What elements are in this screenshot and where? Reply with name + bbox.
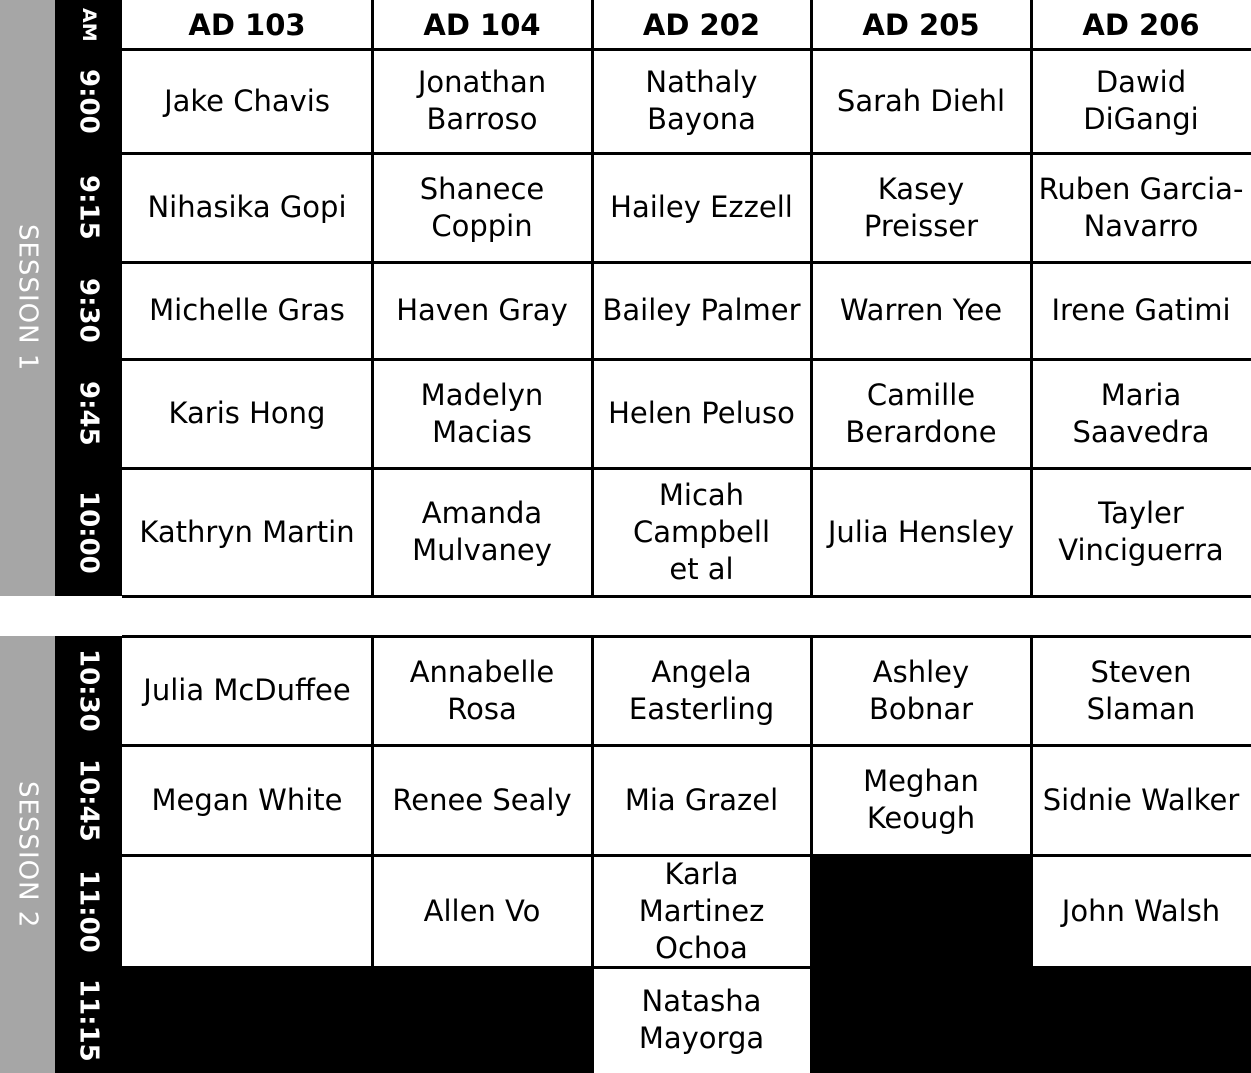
grid-line bbox=[1030, 636, 1033, 1073]
presenter-cell: Julia Hensley bbox=[827, 514, 1015, 549]
time-slot bbox=[55, 745, 122, 855]
grid-line bbox=[122, 595, 1251, 598]
time-slot bbox=[55, 967, 122, 1073]
presenter-cell: Michelle Gras bbox=[149, 293, 345, 327]
presenter-cell: Ashley Bobnar bbox=[868, 654, 974, 726]
presenter-cell: Sidnie Walker bbox=[1042, 782, 1240, 817]
presenter-cell: Nathaly Bayona bbox=[645, 65, 758, 136]
am-label-cell bbox=[55, 0, 122, 49]
room-header: AD 104 bbox=[423, 7, 541, 42]
time-label: 10:45 bbox=[73, 758, 104, 842]
grid-line bbox=[122, 152, 1251, 155]
presenter-cell: Jake Chavis bbox=[164, 83, 330, 118]
presenter-cell: Helen Peluso bbox=[608, 396, 795, 430]
presenter-cell: Maria Saavedra bbox=[1072, 377, 1210, 449]
time-slot bbox=[55, 359, 122, 468]
room-header: AD 103 bbox=[188, 7, 306, 42]
grid-line bbox=[1030, 0, 1033, 596]
presenter-cell: Bailey Palmer bbox=[602, 293, 801, 327]
presenter-cell: Irene Gatimi bbox=[1051, 293, 1231, 327]
presenter-cell: Meghan Keough bbox=[863, 764, 979, 835]
presenter-cell: Kathryn Martin bbox=[139, 514, 355, 549]
grid-line bbox=[122, 358, 1251, 361]
presenter-cell: Karla Martinez Ochoa bbox=[638, 856, 765, 965]
grid-line bbox=[122, 467, 1251, 470]
presenter-cell: Ruben Garcia- Navarro bbox=[1038, 171, 1244, 243]
presenter-cell: Camille Berardone bbox=[845, 377, 997, 449]
presenter-cell: Tayler Vinciguerra bbox=[1058, 496, 1224, 567]
blocked-slot bbox=[372, 967, 592, 1073]
blocked-slot bbox=[811, 855, 1031, 967]
grid-line bbox=[122, 854, 1251, 857]
presenter-cell: Megan White bbox=[151, 782, 343, 817]
presenter-cell: Mia Grazel bbox=[624, 782, 779, 817]
grid-line bbox=[371, 636, 374, 1073]
presenter-cell: Angela Easterling bbox=[628, 654, 775, 726]
grid-line bbox=[122, 635, 1251, 638]
presenter-cell: Natasha Mayorga bbox=[638, 984, 765, 1055]
time-slot bbox=[55, 153, 122, 262]
presenter-cell: Sarah Diehl bbox=[836, 83, 1006, 118]
grid-line bbox=[122, 261, 1251, 264]
presenter-cell: Micah Campbell et al bbox=[632, 477, 771, 586]
session-label: SESSION 2 bbox=[12, 780, 43, 929]
session-2-band bbox=[0, 636, 55, 1073]
time-label: 9:30 bbox=[73, 278, 104, 343]
presenter-cell: Karis Hong bbox=[168, 396, 326, 430]
presenter-cell: Allen Vo bbox=[423, 893, 541, 928]
grid-line bbox=[1031, 966, 1251, 969]
time-slot bbox=[55, 468, 122, 596]
room-header: AD 206 bbox=[1082, 7, 1200, 42]
time-label: 9:00 bbox=[73, 68, 104, 134]
presenter-cell: Kasey Preisser bbox=[863, 171, 979, 243]
grid-line bbox=[810, 0, 813, 596]
blocked-slot bbox=[1031, 967, 1251, 1073]
room-header: AD 205 bbox=[862, 7, 980, 42]
grid-line bbox=[591, 0, 594, 596]
presenter-cell: Dawid DiGangi bbox=[1083, 65, 1199, 136]
blocked-slot bbox=[122, 967, 372, 1073]
presenter-cell: Renee Sealy bbox=[392, 782, 572, 817]
grid-line bbox=[122, 744, 1251, 747]
grid-line bbox=[810, 636, 813, 1073]
blocked-slot bbox=[811, 967, 1031, 1073]
time-label: 9:45 bbox=[73, 381, 104, 446]
presenter-cell bbox=[122, 855, 372, 967]
time-label: 11:00 bbox=[73, 869, 104, 953]
room-header: AD 202 bbox=[642, 7, 761, 42]
time-label: 11:15 bbox=[73, 978, 104, 1062]
presenter-cell: Warren Yee bbox=[839, 293, 1003, 327]
presenter-cell: Hailey Ezzell bbox=[610, 190, 793, 224]
grid-line bbox=[122, 966, 811, 969]
grid-line bbox=[591, 636, 594, 1073]
presenter-cell: Madelyn Macias bbox=[420, 377, 544, 449]
grid-line bbox=[122, 48, 1251, 51]
presenter-cell: Jonathan Barroso bbox=[417, 65, 547, 136]
presenter-cell: Annabelle Rosa bbox=[409, 654, 555, 726]
session-label: SESSION 1 bbox=[12, 224, 43, 372]
time-slot bbox=[55, 636, 122, 745]
presenter-cell: Nihasika Gopi bbox=[147, 190, 347, 224]
presenter-cell: Shanece Coppin bbox=[419, 171, 545, 243]
time-label: 10:00 bbox=[73, 490, 104, 574]
session-1-band bbox=[0, 0, 55, 596]
time-label: 10:30 bbox=[73, 649, 104, 732]
grid-line bbox=[371, 0, 374, 596]
presenter-cell: Amanda Mulvaney bbox=[412, 496, 552, 567]
time-slot bbox=[55, 262, 122, 359]
time-slot bbox=[55, 855, 122, 967]
presenter-cell: Steven Slaman bbox=[1086, 654, 1196, 726]
time-slot bbox=[55, 49, 122, 153]
presenter-cell: John Walsh bbox=[1061, 893, 1221, 928]
am-label: AM bbox=[78, 7, 100, 42]
presenter-cell: Haven Gray bbox=[396, 293, 568, 327]
presenter-cell: Julia McDuffee bbox=[143, 673, 351, 707]
time-label: 9:15 bbox=[73, 175, 104, 240]
